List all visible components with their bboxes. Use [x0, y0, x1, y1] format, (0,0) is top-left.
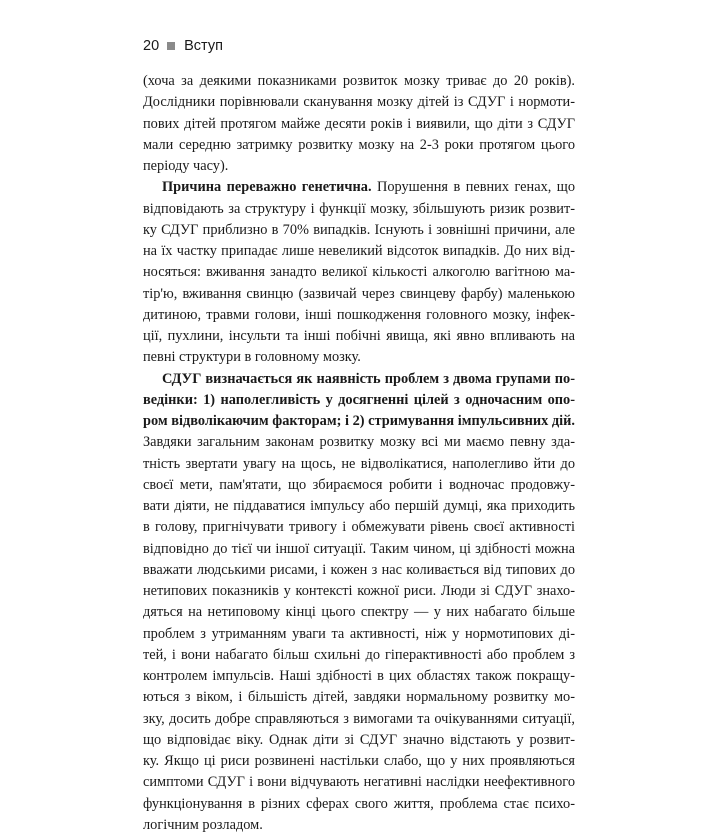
text-line: симптоми СДУГ і вони відчувають негативні наслідки неефективного — [143, 774, 575, 791]
text-line: пових дітей протягом майже десяти років і виявили, що діти з СДУГ — [143, 115, 575, 132]
text-line: відповідають за структуру і функції мозку, збільшують ризик розвит- — [143, 200, 575, 217]
text-line: дяться на нетиповому кінці цього спектру — у них набагато більше — [143, 604, 575, 621]
body-text — [143, 71, 575, 836]
text-line: дитиною, травми голови, інші пошкодження головного мозку, інфек- — [143, 306, 575, 323]
text-line: функціонування в різних сферах свого життя, проблема стає психо- — [143, 795, 575, 812]
text-line: тність звертати увагу на щось, не відволікатися, наполегливо йти до — [143, 455, 575, 472]
text-line: ються з віком, і більшість дітей, завдяки нормальному розвитку мо- — [143, 689, 575, 706]
text-line: (хоча за деякими показниками розвиток мозку триває до 20 років). — [143, 73, 575, 89]
text-line: логічним розладом. — [143, 816, 263, 833]
text-line: контролем імпульсів. Наші здібності в цих областях також покращу- — [143, 668, 575, 684]
bold-line: ром відволікаючим факторам; і 2) стримування імпульсивних дій. — [143, 413, 575, 429]
square-bullet-icon — [167, 42, 175, 50]
section-title: Вступ — [184, 38, 223, 54]
text-line: Завдяки загальним законам розвитку мозку всі ми маємо певну зда- — [143, 434, 575, 451]
bold-line: СДУГ визначається як наявність проблем з двома групами по- — [162, 370, 575, 387]
bold-lead: Причина переважно генетична. — [162, 179, 372, 196]
text-line: що відповідає віку. Однак діти зі СДУГ значно відстають у розвит- — [143, 731, 575, 748]
running-header — [143, 38, 223, 54]
text-line: в голову, пригнічувати тривогу і обмежувати рівень своєї активності — [143, 519, 575, 536]
paragraph-first-line — [143, 177, 575, 198]
text-line: на їх частку припадає лише невеликий відсоток випадків. До них від- — [143, 243, 575, 259]
text-line: вважати людськими рисами, і кожен з нас коливається від типових до — [143, 561, 575, 578]
text-line: ку. Якщо ці риси розвинені настільки слабо, що у них проявляються — [143, 753, 575, 769]
bold-line: ведінки: 1) наполегливість у досягненні цілей з одночасним опо- — [143, 391, 575, 408]
text-line: Дослідники порівнювали сканування мозку дітей із СДУГ і нормоти- — [143, 94, 575, 111]
text-line: своєї мети, пам'ятати, що збираємося робити і водночас продовжу- — [143, 476, 575, 493]
text-line: відповідно до тієї чи іншої ситуації. Таким чином, ці здібності можна — [143, 540, 575, 557]
lead-rest: Порушення в певних генах, що — [371, 179, 575, 196]
page-number: 20 — [143, 38, 160, 54]
text-line: ку СДУГ приблизно в 70% випадків. Існують і зовнішні причини, але — [143, 221, 575, 238]
text-line: ції, пухлини, інсульти та інші побічні явища, які явно впливають на — [143, 328, 575, 344]
text-line: зку, досить добре справляються з вимогами та очікуваннями ситуації, — [143, 710, 575, 727]
text-line: мали середню затримку розвитку мозку на 2-3 роки протягом цього — [143, 136, 575, 153]
text-line: нетипових показників у контексті кожної риси. Люди зі СДУГ знахо- — [143, 583, 575, 599]
text-line: носяться: вживання занадто великої кількості алкоголю вагітною ма- — [143, 264, 575, 281]
text-line: періоду часу). — [143, 158, 229, 174]
text-line: певні структури в головному мозку. — [143, 349, 361, 366]
text-line: тір'ю, вживання свинцю (зазвичай через свинцеву фарбу) маленькою — [143, 285, 575, 302]
text-line: тей, і вони набагато більш схильні до гіперактивності або проблем з — [143, 646, 575, 663]
text-line: проблем з утриманням уваги та активності, ніж у нормотипових ді- — [143, 625, 575, 642]
text-line: вати діяти, не піддаватися імпульсу або першій думці, яка приходить — [143, 498, 575, 514]
